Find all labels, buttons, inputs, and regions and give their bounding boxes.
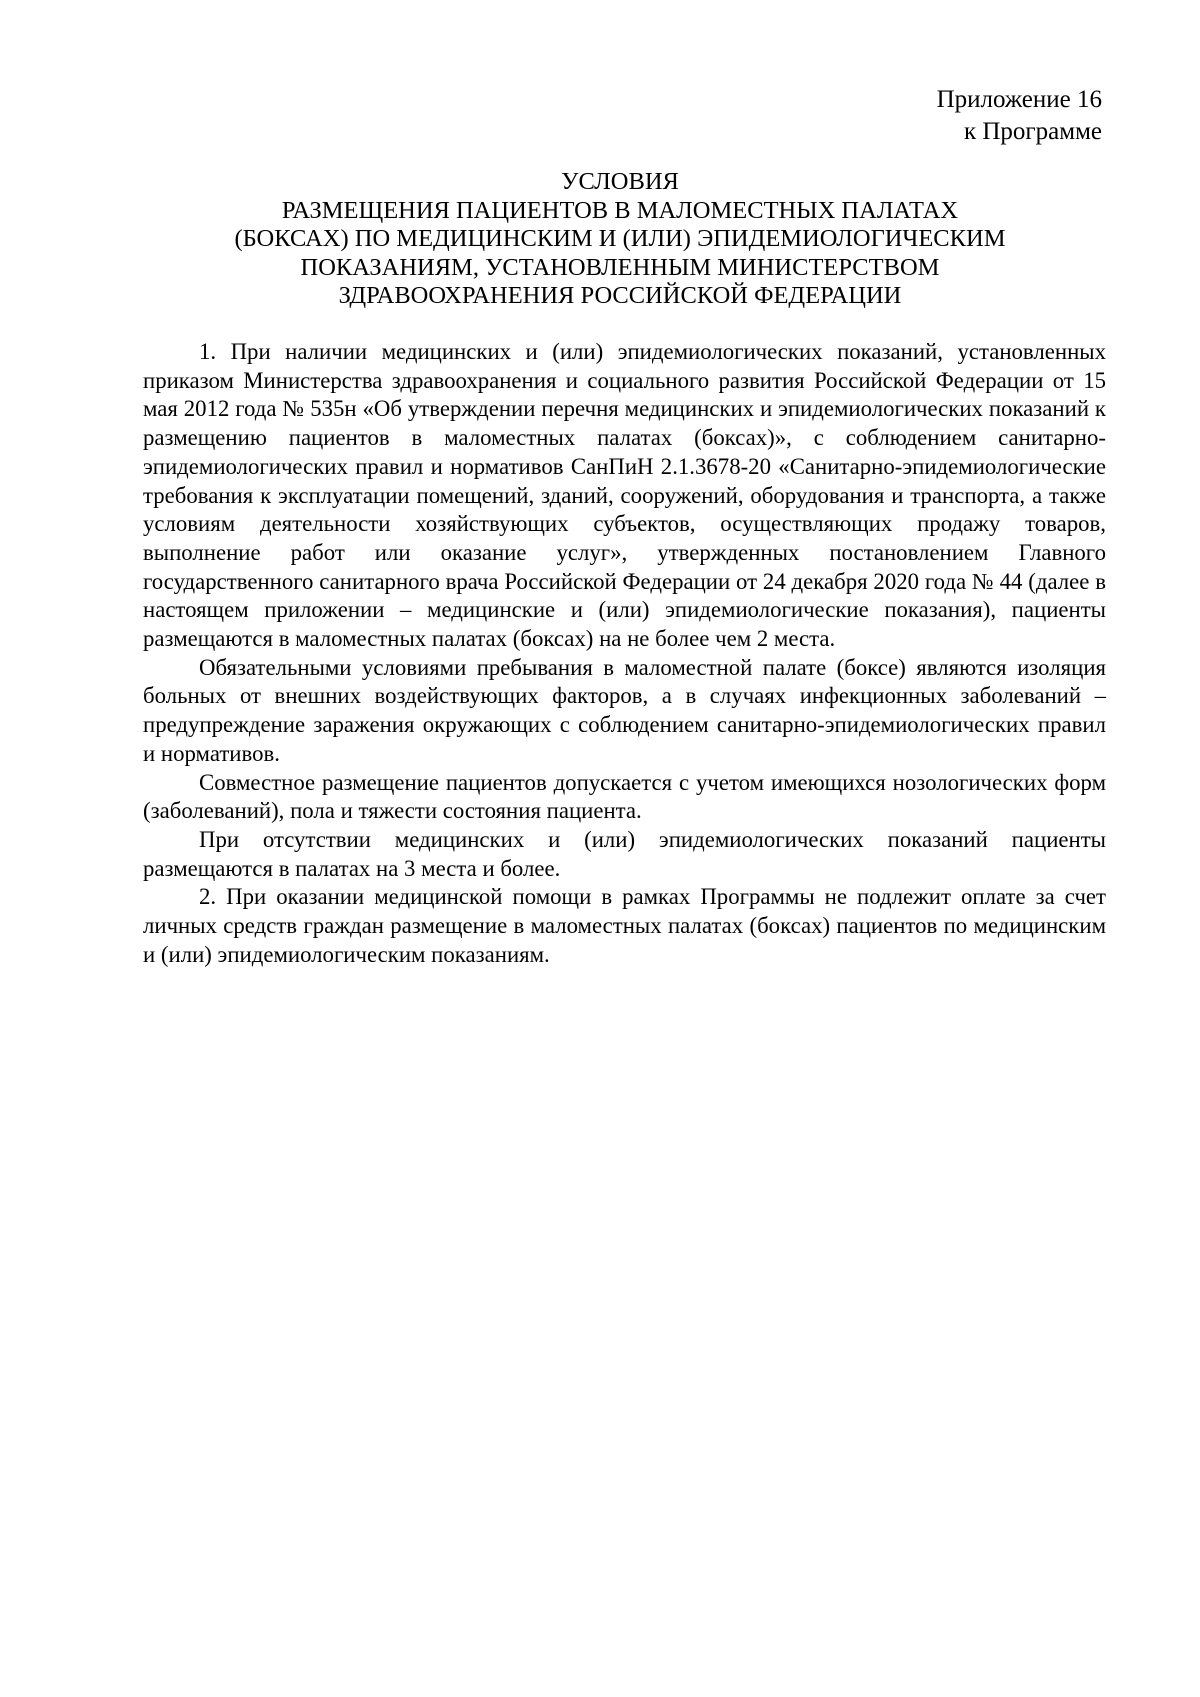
title-line: (БОКСАХ) ПО МЕДИЦИНСКИМ И (ИЛИ) ЭПИДЕМИОЛОГИЧЕСКИМ (234, 225, 1006, 252)
title-line: ЗДРАВООХРАНЕНИЯ РОССИЙСКОЙ ФЕДЕРАЦИИ (338, 282, 902, 309)
appendix-program-ref: к Программе (963, 118, 1102, 145)
document-title (140, 168, 1100, 311)
appendix-number: Приложение 16 (936, 86, 1102, 113)
paragraph-no-indications: При отсутствии медицинских и (или) эпидемиологических показаний пациенты размещаются в палатах на 3 места и более. (143, 826, 1106, 881)
document-body (143, 338, 1106, 969)
paragraph-mandatory-conditions: Обязательными условиями пребывания в маломестной палате (боксе) являются изоляция больных от внешних воздействующих факторов, а в случаях инфекционных заболеваний – предупреждение заражения окружающих с соблюдением санитарно-эпидемиологических правил и нормативов. (143, 654, 1106, 766)
paragraph-joint-placement: Совместное размещение пациентов допускается с учетом имеющихся нозологических форм (заболеваний), пола и тяжести состояния пациента. (143, 769, 1106, 824)
appendix-reference (937, 84, 1102, 148)
paragraph-2: 2. При оказании медицинской помощи в рамках Программы не подлежит оплате за счет личных средств граждан размещение в маломестных палатах (боксах) пациентов по медицинским и (или) эпидемиологическим показаниям. (143, 884, 1106, 967)
title-line: РАЗМЕЩЕНИЯ ПАЦИЕНТОВ В МАЛОМЕСТНЫХ ПАЛАТАХ (281, 196, 959, 224)
title-line: ПОКАЗАНИЯМ, УСТАНОВЛЕННЫМ МИНИСТЕРСТВОМ (300, 253, 940, 281)
paragraph-1: 1. При наличии медицинских и (или) эпидемиологических показаний, установленных приказом Министерства здравоохранения и социального развития Российской Федерации от 15 мая 2012 года № 535н «Об утверждении перечня медицинских и эпидемиологических показаний к размещению пациентов в маломестных палатах (боксах)», с соблюдением санитарно-эпидемиологических правил и нормативов СанПиН 2.1.3678-20 «Санитарно-эпидемиологические требования к эксплуатации помещений, зданий, сооружений, оборудования и транспорта, а также условиям деятельности хозяйствующих субъектов, осуществляющих продажу товаров, выполнение работ или оказание услуг», утвержденных постановлением Главного государственного санитарного врача Российской Федерации от 24 декабря 2020 года № 44 (далее в настоящем приложении – медицинские и (или) эпидемиологические показания), пациенты размещаются в маломестных палатах (боксах) на не более чем 2 места. (143, 339, 1106, 652)
title-line: УСЛОВИЯ (561, 168, 679, 195)
